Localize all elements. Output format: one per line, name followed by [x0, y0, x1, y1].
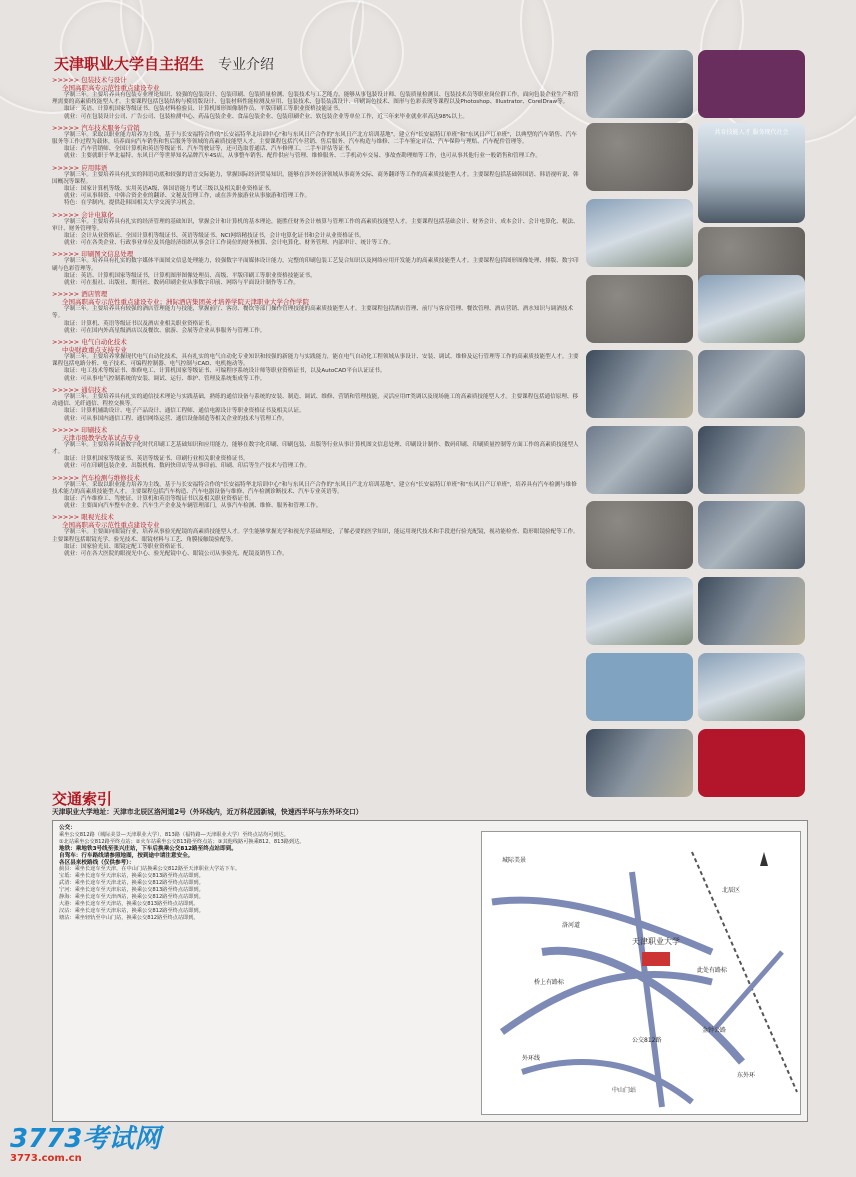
school-address: 天津职业大学地址：天津市北辰区洛河道2号（外环线内，近万科花园新城，快速西半环与东外环交口）	[52, 808, 363, 816]
major-paragraph: 就业：可在印刷包装企业、出版机构、数码快印店等从事印前、印刷、印后等生产技术与管理工作。	[64, 463, 311, 470]
major-title: >>>>> 印刷技术	[52, 425, 108, 434]
major-title: >>>>> 汽车技术服务与营销	[52, 123, 140, 132]
major-title: >>>>> 汽车检测与维修技术	[52, 473, 140, 482]
major-paragraph: 就业：可在各类企业、行政事业单位及其他经济组织从事会计工作岗位的财务核算、会计电算化、财务管理、内部审计、统计等工作。	[64, 240, 395, 247]
major-paragraph: 取证：国家验光员、眼镜定配工等职业资格证书。	[64, 543, 188, 550]
traffic-line: 自驾车：行车路线请参照地图，按到途中请注意安全。	[59, 852, 194, 859]
major-title: >>>>> 包装技术与设计	[52, 76, 127, 84]
major-paragraph: 就业：可在各大医院的眼视光中心、验光配镜中心、眼镜公司从事验光、配镜及销售工作。	[64, 550, 288, 557]
major-block	[52, 211, 580, 248]
major-paragraph: 就业：可在包装设计公司、广告公司、包装检测中心、药品包装企业、食品包装企业、包装印刷企业、软包装企业等单位工作，近三年来毕业就业率高达98%以上。	[64, 113, 468, 120]
major-block	[52, 164, 580, 208]
major-paragraph: 就业：主要就职于华北福特、东风日产等世界知名品牌汽车4S店，从事整车销售、配件供应与管理、维修服务、二手机动车交易、事故查勘理赔等工作，也可从事其他行业一般销售和管理工作。	[64, 153, 541, 160]
map-label: 此处有路标	[697, 967, 728, 974]
photo-tile	[586, 50, 693, 118]
major-block	[52, 426, 580, 471]
poster-caption: 共育技能人才 服务现代社会	[714, 129, 789, 136]
major-paragraph: 学制三年。采取以职业能力培养为主线，基于与长安福特合作的"长安福特华北培训中心"和与东风日产合作的"东风日产北方培训基地"，建立有"长安福特订单班"和"东风日产订单班"，培养具有汽车检测与维修技术能力的高素质技能型人才。主要课程包括汽车构造、汽车电器设备与维修、汽车检测诊断技术、汽车专业英语等。	[52, 481, 577, 495]
major-title: >>>>> 会计电算化	[52, 210, 114, 219]
map-label: 桥上有路标	[534, 979, 565, 986]
major-block	[52, 474, 580, 511]
subtitle-text: 专业介绍	[218, 57, 275, 73]
major-paragraph: 取证：汽车营销师、全国计算机和英语等级证书、汽车驾驶证等，还可选取普通话、汽车修理工、二手车评估等证书。	[64, 146, 355, 153]
major-title: >>>>> 通信技术	[52, 385, 108, 394]
traffic-line: 地铁：乘地铁3号线至张兴庄站，下车后换乘公交812路至终点站即到。	[59, 845, 237, 852]
page-title	[54, 53, 274, 74]
major-paragraph: 学制三年。主要培养具有包装专业理论知识、较强的包装设计、包装印刷、包装质量检测、包装技术与工艺能力，能够从事包装设计师、包装质量检测员、包装技术员等职业岗位群工作，面向包装企业生产和管理需要的高素质技能型人才。主要课程包括包装结构与模切版设计、包装材料性能检测及应用、包装技术、包装装潢设计、印刷调色技术、图形与色彩表现等课程以及Photoshop、Illustrator、CorelDraw等。	[52, 92, 579, 106]
major-paragraph: 取证：国家计算机等级、实用英语A级、韩国语能力考试三级以及相关职业资格证书。	[64, 186, 275, 193]
photo-tile	[698, 426, 805, 494]
major-paragraph: 学制三年。主要培养具备数字化时代印刷工艺基础知识和应用能力，能够在数字化印刷、印刷包装、出版等行业从事计算机图文信息处理、印刷设计制作、数码印刷、印刷质量控制等方面工作的高素质技能型人才。	[52, 441, 579, 455]
major-paragraph: 取证：英语、计算机国家等级证书，计算机图形图像处理员、高级、平版印刷工等职业资格技能证书。	[64, 272, 316, 279]
major-block	[52, 386, 580, 423]
major-note: 中央财政重点支持专业	[62, 346, 127, 355]
major-paragraph: 取证：计算机、英语等级证书以及酒店业相关职业资格证书。	[64, 320, 216, 327]
major-block	[52, 290, 580, 335]
traffic-line: 宁河：乘坐长途车至天津东站，换乘公交813路至终点站即到。	[59, 887, 204, 894]
major-paragraph: 学制三年。采取以职业能力培养为主线，基于与长安福特合作的"长安福特华北培训中心"和与东风日产合作的"东风日产北方培训基地"，建立有"长安福特订单班"和"东风日产订单班"，以典型的汽车销售、汽车服务等工作过程为载体，培养面向汽车销售和售后服务等领域的高素质技能型人才。主要课程包括汽车营销、售后服务、汽车构造与维修、二手车鉴定评估、汽车保险与理赔、汽车配件管理等。	[52, 131, 577, 146]
map-label: 东外环	[737, 1072, 756, 1079]
photo-tile	[698, 653, 805, 721]
map-label: 公交812路	[632, 1037, 662, 1044]
poster-photo	[698, 123, 805, 223]
photo-tile	[698, 275, 805, 343]
photo-tile	[698, 729, 805, 797]
major-title: >>>>> 酒店管理	[52, 290, 108, 299]
traffic-line: 宝坻：乘坐长途车至天津东站，换乘公交813路至终点站即到。	[59, 873, 204, 880]
major-block	[52, 513, 580, 558]
photo-tile	[586, 729, 693, 797]
major-paragraph: 就业：可从事电气控制系统的安装、调试、运行、维护、管理及系统集成等工作。	[64, 375, 266, 382]
traffic-line: 各区县来校路线（仅供参考）：	[59, 859, 135, 866]
map-label: 天津职业大学	[632, 937, 680, 946]
traffic-section-title: 交通索引	[52, 790, 113, 808]
photo-tile	[698, 501, 805, 569]
traffic-line: 汉沽：乘坐长途车至天津东站，换乘公交812路至终点站即到。	[59, 907, 204, 914]
traffic-line: 乘坐公交812路（城际美景—天津职业大学）、813路（福特路—天津职业大学）至终点站均可到达。	[59, 831, 289, 838]
major-paragraph: 学制三年。主要培养具有较强的酒店管理能力与技能，掌握前厅、客房、餐饮等部门操作管理技能的高素质技能型人才。主要课程包括酒店管理、前厅与客房管理、餐饮管理、酒店营销、酒水知识与调酒技术等。	[52, 306, 574, 320]
major-note: 全国高职高专示范性重点建设专业；洲际酒店集团英才培养学院天津职业大学合作学院	[62, 298, 309, 307]
major-paragraph: 学制三年。主要培养具有扎实的韩语功底和较强的语言交际能力，掌握国际经济贸易知识，能够在涉外经济领域从事商务交际、商务翻译等工作的高素质技能型人才。主要课程包括基础韩国语、韩语视听说、韩国概况等课程。	[52, 171, 579, 185]
major-title: >>>>> 眼视光技术	[52, 513, 114, 522]
traffic-line: 蓟县：乘坐长途车至天津，在中山门站换乘公交812路至天津职业大学站下车。	[59, 866, 241, 873]
photo-tile	[586, 426, 693, 494]
traffic-line: 公交：	[59, 825, 76, 831]
major-note: 全国高职高专示范性重点建设专业	[62, 84, 160, 92]
major-block	[52, 76, 580, 121]
major-paragraph: 取证：英语、计算机国家等级证书、包装材料检验员、计算机图形图像制作员、平版印刷工等职业资格技能证书。	[64, 106, 344, 113]
major-paragraph: 学制三年。培养具有扎实的数字媒体平面图文信息处理能力，较强数字平面媒体设计能力，完整的印刷包装工艺复合知识以及网络应用开发能力的高素质技能型人才。主要课程包括图形图像处理、排版、数字印刷与色彩管理等。	[52, 258, 579, 272]
major-paragraph: 就业：可在国内外高星级酒店以及餐饮、旅游、会展等企业从事服务与管理工作。	[64, 327, 266, 334]
map-label: 北辰区	[722, 887, 741, 894]
traffic-directions	[59, 825, 469, 922]
major-note: 全国高职高专示范性重点建设专业	[62, 521, 160, 530]
photo-tile	[698, 577, 805, 645]
photo-tile	[586, 350, 693, 418]
map-label: 中山门站	[612, 1087, 637, 1094]
photo-tile	[586, 123, 693, 191]
photo-tile	[586, 577, 693, 645]
major-paragraph: 特色：在学制内，提供赴韩国相关大学交流学习机会。	[64, 200, 199, 207]
traffic-line: 静海：乘坐长途车至天津西站，换乘公交812路至终点站即到。	[59, 894, 204, 901]
photo-tile	[586, 653, 693, 721]
map-label: 金钟公路	[702, 1027, 727, 1034]
major-paragraph: 学制三年。主要面向眼镜行业，培养从事验光配镜的高素质技能型人才。学生能够掌握光学和视光学基础理论，了解必要的医学知识，能运用现代技术和手段进行验光配镜，视功能检查、隐形眼镜验配等工作。主要课程包括眼镜光学、验光技术、眼镜材料与工艺、角膜接触镜验配等。	[52, 529, 579, 543]
major-block	[52, 250, 580, 287]
major-block	[52, 338, 580, 383]
major-paragraph: 取证：汽车维修工、驾驶证、计算机和英语等级证书以及相关职业资格证书。	[64, 495, 255, 502]
photo-tile	[586, 275, 693, 343]
major-paragraph: 就业：可从事国内通信工程、通信网络运营、通信设备制造等相关企业的技术与管理工作。	[64, 415, 288, 422]
major-paragraph: 取证：电工技术等级证书、维修电工、计算机国家等级证书、可编程序系统设计师等职业资格证书，以及AutoCAD平台认证证书。	[64, 368, 386, 375]
major-paragraph: 学制三年。主要培养掌握现代电气自动化技术，具有扎实的电气自动化专业知识和较强的新能力与实践能力，能在电气自动化工程领域从事设计、安装、调试、维修及运行管理等工作的高素质技能型人才。主要课程包括电路分析、电子技术、可编程控制器、电气控制与CAD、电机拖动等。	[52, 354, 579, 368]
major-block	[52, 124, 580, 161]
major-title: >>>>> 印刷图文信息处理	[52, 250, 134, 259]
major-paragraph: 学制三年。主要培养具有扎实的通信技术理论与实践基础，熟练的通信设备与系统的安装、制造、调试、维修、营销和管理技能，灵活应用IT类调以及现场施工的高素质技能型人才。主要课程包括通信原理、移动通信、光纤通信、程控交换等。	[52, 393, 579, 408]
major-paragraph: 取证：会计从业资格证、全国计算机等级证书、英语等级证书、NCI网络精技证书，会计电算化证书和会计从业资格证书。	[64, 233, 365, 240]
route-map-svg	[482, 832, 800, 1114]
traffic-line: 武清：乘坐长途车至天津北站，换乘公交812路至终点站即到。	[59, 880, 204, 887]
map-label: 城际美景	[502, 857, 527, 864]
major-paragraph: 取证：计算机国家等级证书、英语等级证书、印刷行业相关职业资格证书。	[64, 456, 249, 463]
major-note: 天津市级教学改革试点专业	[62, 433, 140, 442]
major-title: >>>>> 电气自动化技术	[52, 338, 127, 347]
route-map	[481, 831, 801, 1115]
photo-tile	[698, 50, 805, 118]
major-paragraph: 学制三年。主要培养具有扎实的经济管理的基础知识，掌握会计和计算机的基本理论，能胜任财务会计核算与管理工作的高素质技能型人才。主要课程包括基础会计、财务会计、成本会计、会计电算化、税法、审计、财务管理等。	[52, 218, 579, 232]
photo-tile	[698, 350, 805, 418]
map-label: 洛河道	[562, 922, 581, 929]
traffic-line: 大港：乘坐长途车至天津站，换乘公交813路至终点站即到。	[59, 900, 199, 907]
traffic-line: 塘沽：乘坐轻轨至中山门站，换乘公交812路至终点站即到。	[59, 914, 199, 921]
majors-column	[52, 76, 580, 561]
major-paragraph: 就业：可在报社、出版社、期刊社、数码印刷企业从事数字印前、网络与平面设计制作等工作。	[64, 280, 299, 287]
title-text: 天津职业大学自主招生	[54, 55, 205, 73]
major-paragraph: 取证：计算机辅助设计、电子产品设计、通信工程师、通信电源设计等职业资格证书及相关认证。	[64, 408, 305, 415]
major-title: >>>>> 应用韩语	[52, 163, 108, 172]
footer-logo-text: 3773考试网	[10, 1124, 161, 1154]
traffic-box	[52, 820, 808, 1122]
photo-tile	[586, 501, 693, 569]
footer-logo	[10, 1118, 160, 1164]
traffic-line: ①北站乘坐公交812路至终点站；②火车站乘坐公交813路至终点站；③其他线路可换乘812、813路到达。	[59, 838, 305, 845]
footer-site-url: 3773.com.cn	[10, 1153, 82, 1164]
major-paragraph: 就业：主要面向汽车整车企业、汽车生产企业及车辆管理部门，从事汽车检测、维修、服务和管理工作。	[64, 503, 322, 510]
major-paragraph: 就业：可从事韩资、中韩合资企业的翻译、文秘及管理工作，或在涉外旅游业从事旅游和管理工作。	[64, 193, 311, 200]
photo-tile	[586, 199, 693, 267]
map-label: 外环线	[522, 1055, 541, 1062]
